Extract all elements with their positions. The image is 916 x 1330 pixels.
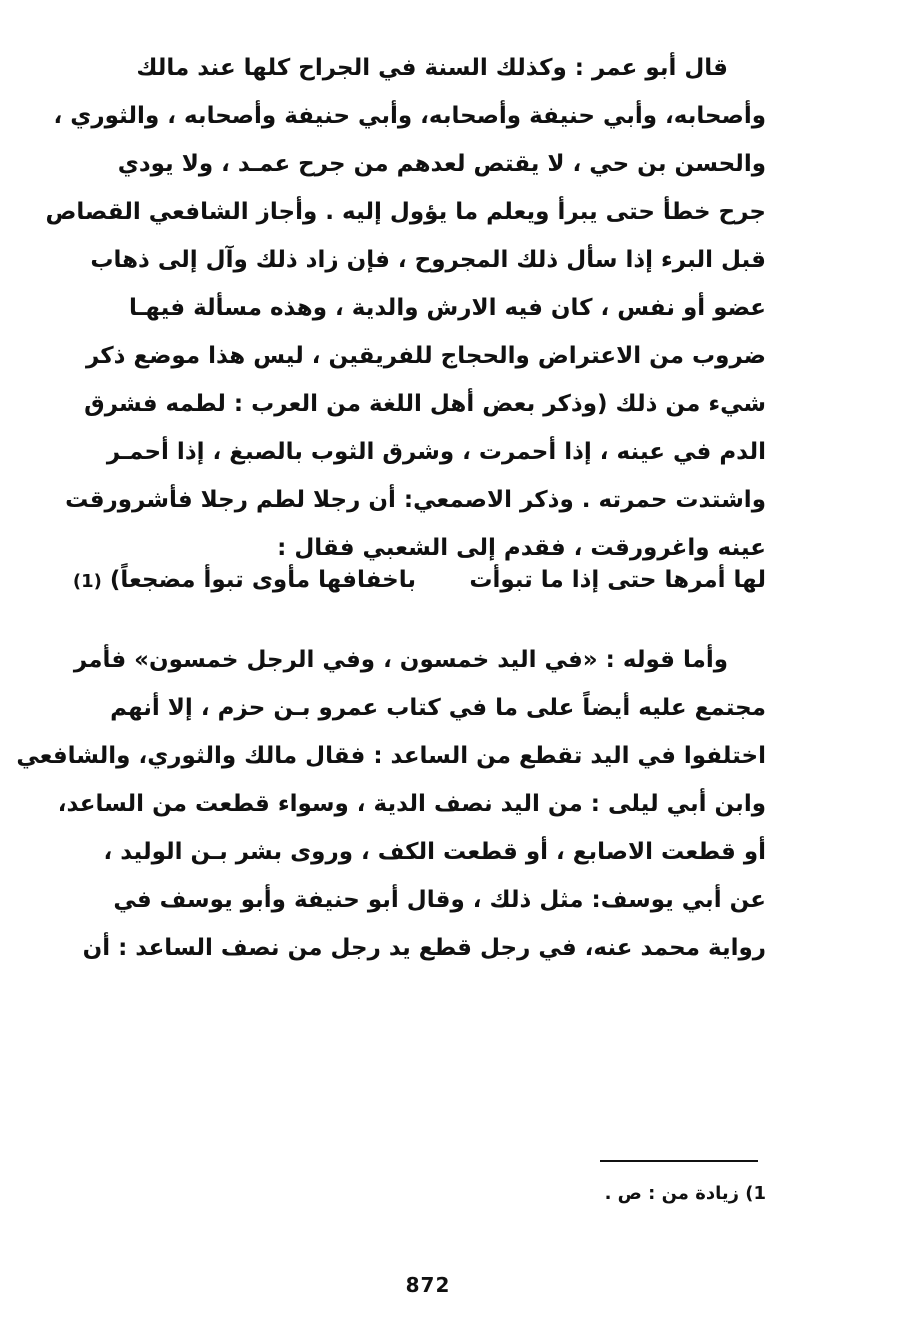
- paragraph-1-line: والحسن بن حي ، لا يقتص لعدهم من جرح عمـد ، ولا يودي: [117, 151, 766, 177]
- paragraph-2-line: عن أبي يوسف: مثل ذلك ، وقال أبو حنيفة وأبو يوسف في: [113, 887, 766, 913]
- paragraph-2-line: وابن أبي ليلى : من اليد نصف الدية ، وسواء قطعت من الساعد،: [57, 791, 766, 817]
- paragraph-2: [16, 636, 766, 972]
- paragraph-1-line: جرح خطأ حتى يبرأ ويعلم ما يؤول إليه . وأجاز الشافعي القصاص: [45, 199, 766, 225]
- paragraph-1-line: عضو أو نفس ، كان فيه الارش والدية ، وهذه مسألة فيهـا: [128, 295, 766, 321]
- paragraph-2-line: مجتمع عليه أيضاً على ما في كتاب عمرو بـن حزم ، إلا أنهم: [110, 695, 766, 721]
- footnote-separator: [600, 1160, 758, 1162]
- paragraph-1-line: وأصحابه، وأبي حنيفة وأصحابه، وأبي حنيفة وأصحابه ، والثوري ،: [53, 103, 766, 129]
- footnote-reference: (1): [72, 571, 102, 592]
- paragraph-1-line: واشتدت حمرته . وذكر الاصمعي: أن رجلا لطم رجلا فأشرورقت: [65, 487, 766, 513]
- paragraph-1-line: شيء من ذلك (وذكر بعض أهل اللغة من العرب : لطمه فشرق: [84, 391, 766, 417]
- paragraph-1: [45, 44, 766, 572]
- paragraph-2-line: رواية محمد عنه، في رجل قطع يد رجل من نصف الساعد : أن: [82, 935, 766, 961]
- paragraph-1-line: عينه واغرورقت ، فقدم إلى الشعبي فقال :: [277, 535, 766, 561]
- paragraph-1-line: الدم في عينه ، إذا أحمرت ، وشرق الثوب بالصبغ ، إذا أحمـر: [106, 439, 766, 465]
- paragraph-1-line: قال أبو عمر : وكذلك السنة في الجراح كلها عند مالك: [136, 55, 728, 81]
- paragraph-2-line: اختلفوا في اليد تقطع من الساعد : فقال مالك والثوري، والشافعي: [16, 743, 766, 769]
- poetry-verse: [72, 560, 766, 600]
- paragraph-1-line: ضروب من الاعتراض والحجاج للفريقين ، ليس هذا موضع ذكر: [85, 343, 766, 369]
- paragraph-1-line: قبل البرء إذا سأل ذلك المجروح ، فإن زاد ذلك وآل إلى ذهاب: [90, 247, 766, 273]
- verse-first-hemistich: لها أمرها حتى إذا ما تبوأت: [469, 567, 766, 593]
- page-number: 872: [405, 1273, 451, 1297]
- verse-second-hemistich-text: باخفافها مأوى تبوأ مضجعاً): [109, 567, 416, 593]
- paragraph-2-line: وأما قوله : «في اليد خمسون ، وفي الرجل خمسون» فأمر: [73, 647, 728, 673]
- paragraph-2-line: أو قطعت الاصابع ، أو قطعت الكف ، وروى بشر بـن الوليد ،: [103, 839, 766, 865]
- footnote: 1) زيادة من : ص .: [604, 1183, 766, 1204]
- verse-second-hemistich: [73, 560, 416, 602]
